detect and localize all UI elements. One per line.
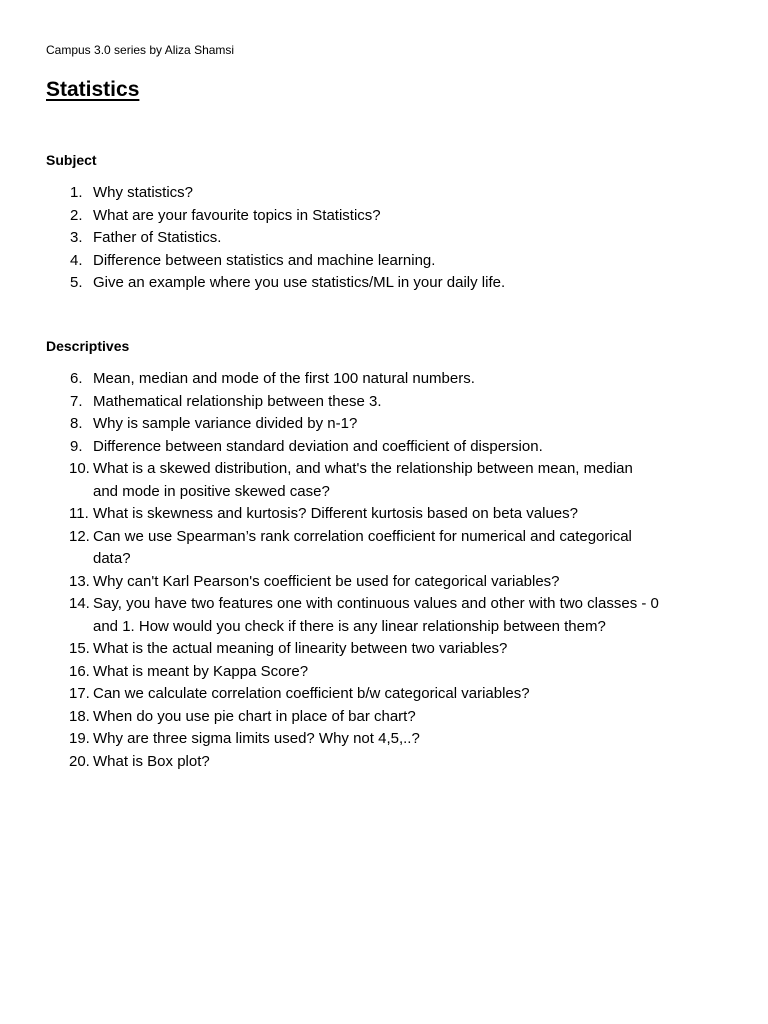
subject-question-list bbox=[0, 182, 740, 295]
question-number: 12. bbox=[69, 527, 90, 545]
question-number: 9. bbox=[70, 437, 83, 455]
section-heading-descriptives: Descriptives bbox=[46, 338, 130, 354]
question-number: 15. bbox=[69, 640, 90, 657]
question-item bbox=[0, 638, 740, 661]
section-heading-subject: Subject bbox=[46, 152, 97, 168]
question-number: 18. bbox=[69, 707, 90, 725]
question-text: Can we calculate correlation coefficient b/w categorical variables? bbox=[93, 685, 530, 702]
question-text: Difference between standard deviation and coefficient of dispersion. bbox=[93, 437, 543, 455]
question-text: What are your favourite topics in Statistics? bbox=[93, 206, 381, 224]
question-number: 8. bbox=[70, 415, 83, 432]
question-item bbox=[0, 503, 740, 526]
question-number: 3. bbox=[70, 229, 83, 246]
question-number: 7. bbox=[70, 392, 83, 410]
question-item bbox=[0, 751, 740, 774]
question-item bbox=[0, 250, 740, 273]
question-item bbox=[0, 436, 740, 459]
question-text: Mean, median and mode of the first 100 natural numbers. bbox=[93, 370, 475, 387]
question-number: 4. bbox=[70, 251, 83, 269]
question-item bbox=[0, 182, 740, 205]
question-item bbox=[0, 571, 740, 594]
question-item bbox=[0, 205, 740, 228]
question-number: 6. bbox=[70, 370, 83, 387]
byline: Campus 3.0 series by Aliza Shamsi bbox=[46, 43, 235, 57]
question-text: Why are three sigma limits used? Why not 4,5,..? bbox=[93, 730, 420, 747]
question-number: 13. bbox=[69, 572, 90, 590]
question-item bbox=[0, 683, 740, 706]
descriptives-question-list bbox=[0, 368, 740, 773]
question-item bbox=[0, 593, 740, 638]
question-item bbox=[0, 391, 740, 414]
question-text: What is a skewed distribution, and what's the relationship between mean, median bbox=[93, 460, 633, 477]
question-number: 5. bbox=[70, 274, 83, 291]
question-item bbox=[0, 706, 740, 729]
question-text: What is meant by Kappa Score? bbox=[93, 662, 309, 680]
question-text: What is skewness and kurtosis? Different kurtosis based on beta values? bbox=[93, 505, 578, 522]
question-text: Can we use Spearman’s rank correlation coefficient for numerical and categorical bbox=[93, 527, 632, 545]
question-item bbox=[0, 661, 740, 684]
question-text: Why can't Karl Pearson's coefficient be used for categorical variables? bbox=[93, 572, 560, 590]
question-number: 20. bbox=[69, 752, 90, 770]
question-text: Why statistics? bbox=[93, 184, 194, 201]
question-item bbox=[0, 458, 740, 503]
question-number: 11. bbox=[69, 505, 89, 522]
question-item bbox=[0, 272, 740, 295]
question-item bbox=[0, 413, 740, 436]
question-item bbox=[0, 368, 740, 391]
question-text: Why is sample variance divided by n-1? bbox=[93, 415, 358, 432]
question-number: 16. bbox=[69, 662, 90, 680]
question-number: 19. bbox=[69, 730, 90, 747]
question-text: and 1. How would you check if there is any linear relationship between them? bbox=[93, 617, 606, 635]
question-text: Give an example where you use statistics/ML in your daily life. bbox=[93, 274, 506, 291]
question-text: Mathematical relationship between these 3. bbox=[93, 392, 382, 410]
question-text: and mode in positive skewed case? bbox=[93, 482, 330, 500]
question-text: Say, you have two features one with continuous values and other with two classes - 0 bbox=[93, 595, 659, 612]
question-number: 17. bbox=[69, 685, 90, 702]
question-number: 1. bbox=[70, 184, 83, 201]
question-text: data? bbox=[93, 550, 131, 567]
question-item bbox=[0, 526, 740, 571]
page-title: Statistics bbox=[46, 78, 140, 101]
question-number: 14. bbox=[69, 595, 90, 612]
question-item bbox=[0, 227, 740, 250]
question-number: 10. bbox=[69, 460, 90, 477]
question-text: What is the actual meaning of linearity between two variables? bbox=[93, 640, 508, 657]
question-text: Father of Statistics. bbox=[93, 229, 222, 246]
question-text: What is Box plot? bbox=[93, 752, 210, 770]
question-text: Difference between statistics and machine learning. bbox=[93, 251, 436, 269]
question-number: 2. bbox=[70, 206, 83, 224]
question-text: When do you use pie chart in place of bar chart? bbox=[93, 707, 416, 725]
question-item bbox=[0, 728, 740, 751]
